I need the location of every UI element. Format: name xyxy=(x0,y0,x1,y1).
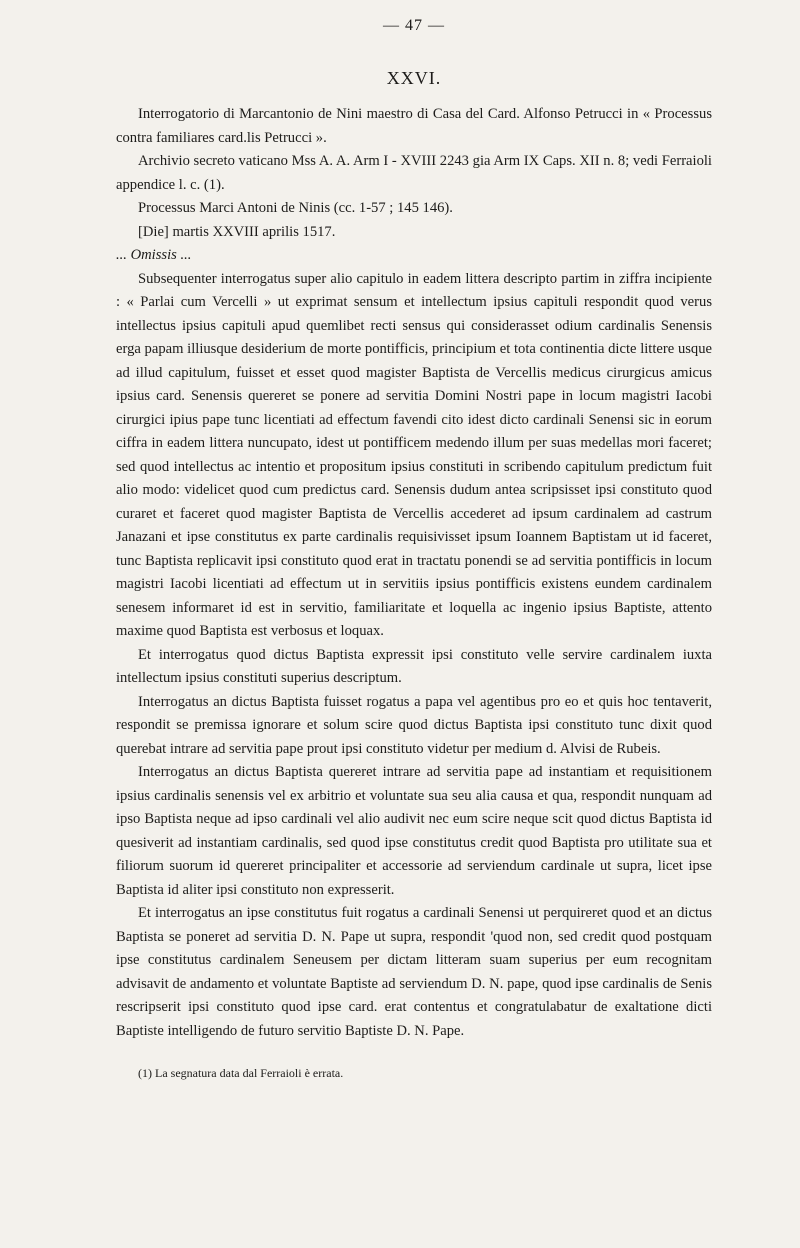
paragraph-body: Subsequenter interrogatus super alio capitulo in eadem littera descripto partim in ziffra incipiente : « Parlai cum Vercelli » ut exprimat sensum et intellectum ipsius capituli respondit quod verus intellectus ipsius capituli apud quemlibet recti sensus qui considerasset odium cardinalis Senensis erga papam illiusque desiderium de morte pontifficis, principium et tota continentia dicte littere usque ad illud capitulum, fuisset et esset quod magister Baptista de Vercellis medicus cirurgicus amicus ipsius card. Senensis quereret se ponere ad servitia Domini Nostri pape in locum magistri Iacobi cirurgici ipius pape tunc licentiati ad effectum favendi cito idest dicto cardinali Senensi sic in eorum ciffra in eadem littera nuncupato, idest ut pontifficem medendo illum per suas medellas mori faceret; sed quod intellectus ac intentio et propositum ipsius constituti in scribendo capitulum predictum fuit alio modo: videlicet quod cum predictus card. Senensis dudum antea scripsisset ipsi constituto quod curaret et faceret quod magister Baptista de Vercellis accederet ad ipsum cardinalem ad castrum Janazani et ipse constitutus ex parte cardinalis requisivisset ipsum Ioannem Baptistam ut id faceret, tunc Baptista replicavit ipsi constituto quod erat in tractatu ponendi se ad servitia pontifficis in locum magistri Iacobi licentiati ad effectum ut in servitiis ipsius pontifficis existens eundem cardinalem senesem informaret id est in servitio, familiaritate et loquella ac ingenio ipsius Baptiste, attento maxime quod Baptista est verbosus et loquax. xyxy=(116,270,712,639)
paragraph-date: [Die] martis XXVIII aprilis 1517. xyxy=(138,223,336,240)
paragraph-body: Et interrogatus an ipse constitutus fuit rogatus a cardinali Senensi ut perquireret quod et an dictus Baptista se poneret ad servitia D. N. Pape ut supra, respondit 'quod non, sed credit quod postquam ipse constitutus cardinalem Seneusem per dictam litteram suam superius per eum recognitam advisavit de andamento et voluntate Baptiste ad serviendum D. N. pape, quod ipse cardinalis de Senis rescripserit ipsi constituto quod ipse card. erat contentus et congratulabatur de exaltatione dicti Baptiste intelligendo de futuro servitio Baptiste D. N. Pape. xyxy=(116,905,712,1039)
paragraph-body: Et interrogatus quod dictus Baptista expressit ipsi constituto velle servire cardinalem iuxta intellectum ipsius constituti superius descriptum. xyxy=(116,646,712,686)
paragraph-body: Interrogatus an dictus Baptista quereret intrare ad servitia pape ad instantiam et requisitionem ipsius cardinalis senensis vel ex arbitrio et voluntate sua seu alia causa et qua, respondit nunquam ad ipso Baptista neque ad ipso cardinali vel alio audivit nec eum scire neque scit quod dictus Baptista id quesiverit ad instantiam cardinalis, sed quod ipse constitutus credit quod Baptista pro utilitate sua et filiorum suorum id quereret principaliter et accessorie ad serviendum cardinale ut supra, licet ipse Baptista id aliter ipsi constituto non expresserit. xyxy=(116,764,712,898)
footnote: (1) La segnatura data dal Ferraioli è errata. xyxy=(138,1066,344,1080)
paragraph-heading: Interrogatorio di Marcantonio de Nini maestro di Casa del Card. Alfonso Petrucci in « Processus contra familiares card.lis Petrucci ». xyxy=(116,106,712,146)
paragraph-omissis: ... Omissis ... xyxy=(116,247,192,263)
paragraph-body: Interrogatus an dictus Baptista fuisset rogatus a papa vel agentibus pro eo et quis hoc tentaverit, respondit se premissa ignorare et solum scire quod dictus Baptista ipsi constituto tunc dixit quod querebat intrare ad servitia pape prout ipsi constituto videtur per medium d. Alvisi de Rubeis. xyxy=(116,693,712,757)
paragraph-processus: Processus Marci Antoni de Ninis (cc. 1-57 ; 145 146). xyxy=(138,200,453,216)
paragraph-archive-reference: Archivio secreto vaticano Mss A. A. Arm I - XVIII 2243 gia Arm IX Caps. XII n. 8; vedi Ferraioli appendice l. c. (1). xyxy=(116,153,712,193)
document-number: XXVI. xyxy=(386,68,442,88)
page-number: — 47 — xyxy=(383,17,445,34)
